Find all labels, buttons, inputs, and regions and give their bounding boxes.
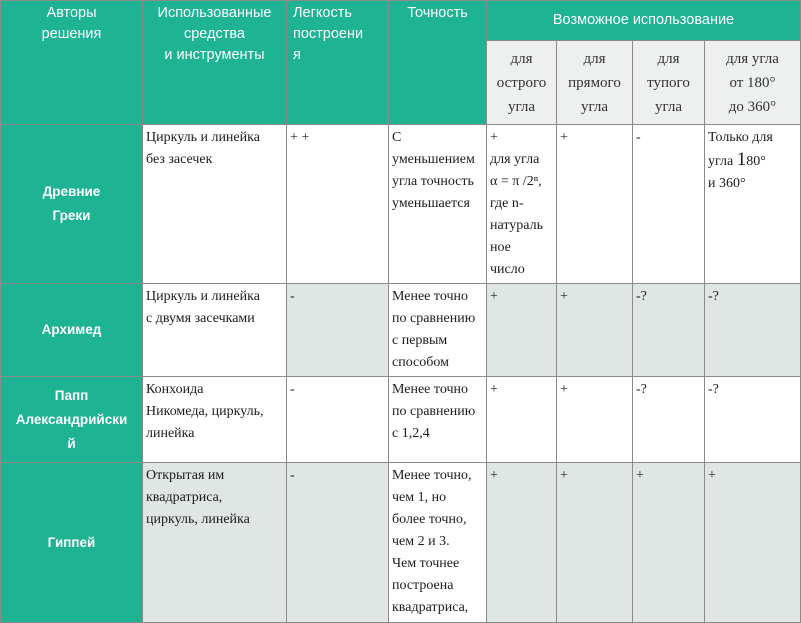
accuracy-cell: Менее точно, чем 1, но более точно, чем 2 и 3. Чем точнее построена квадратриса, [389, 463, 487, 623]
reflex-cell: + [705, 463, 801, 623]
ease-cell: - [287, 463, 389, 623]
author-cell: Папп Александрийски й [1, 377, 143, 463]
subheader-obtuse: для тупого угла [633, 41, 705, 125]
author-cell: Древние Греки [1, 125, 143, 284]
right-cell: + [557, 463, 633, 623]
table-row-pappus [1, 377, 801, 463]
right-cell: + [557, 377, 633, 463]
reflex-cell: -? [705, 377, 801, 463]
reflex-text-c: 80° и 360° [708, 154, 766, 191]
header-accuracy: Точность [389, 1, 487, 125]
table-row-hippias [1, 463, 801, 623]
subheader-acute: для острого угла [487, 41, 557, 125]
header-authors: Авторы решения [1, 1, 143, 125]
acute-cell: + [487, 377, 557, 463]
obtuse-cell: -? [633, 284, 705, 377]
author-cell: Архимед [1, 284, 143, 377]
right-cell: + [557, 125, 633, 284]
header-ease: Легкость построени я [287, 1, 389, 125]
subheader-right: для прямого угла [557, 41, 633, 125]
accuracy-cell: Менее точно по сравнению с 1,2,4 [389, 377, 487, 463]
acute-cell: + [487, 284, 557, 377]
acute-cell: + [487, 463, 557, 623]
tools-cell: Конхоида Никомеда, циркуль, линейка [143, 377, 287, 463]
ease-cell: - [287, 284, 389, 377]
accuracy-cell: Менее точно по сравнению с первым способом [389, 284, 487, 377]
reflex-text-a: Только для угла [708, 130, 773, 169]
header-tools: Использованные средства и инструменты [143, 1, 287, 125]
accuracy-cell: С уменьшением угла точность уменьшается [389, 125, 487, 284]
ease-cell: + + [287, 125, 389, 284]
reflex-text-b: 1 [736, 149, 747, 170]
reflex-cell [705, 125, 801, 284]
tools-cell: Открытая им квадратриса, циркуль, линейка [143, 463, 287, 623]
header-row [1, 1, 801, 41]
acute-cell: + для угла α = π /2ⁿ, где n- натураль ное число [487, 125, 557, 284]
obtuse-cell: -? [633, 377, 705, 463]
tools-cell: Циркуль и линейка с двумя засечками [143, 284, 287, 377]
ease-cell: - [287, 377, 389, 463]
author-cell: Гиппей [1, 463, 143, 623]
right-cell: + [557, 284, 633, 377]
tools-cell: Циркуль и линейка без засечек [143, 125, 287, 284]
obtuse-cell: + [633, 463, 705, 623]
reflex-cell: -? [705, 284, 801, 377]
table-row-greeks [1, 125, 801, 284]
table-row-archimedes [1, 284, 801, 377]
header-usage: Возможное использование [487, 1, 801, 41]
subheader-reflex: для угла от 180° до 360° [705, 41, 801, 125]
obtuse-cell: - [633, 125, 705, 284]
